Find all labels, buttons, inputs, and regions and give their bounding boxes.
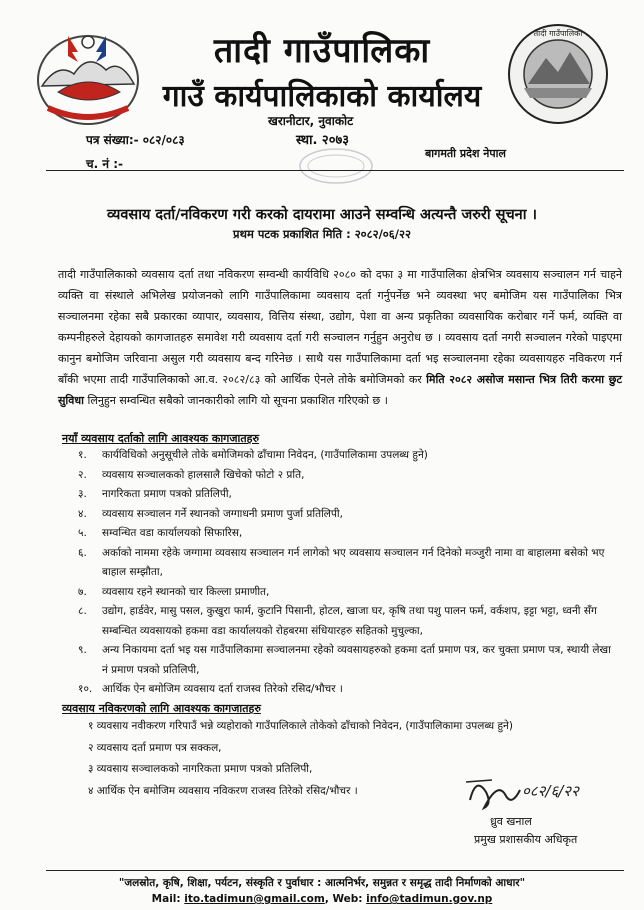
published-date: प्रथम पटक प्रकाशित मिति : २०८२/०६/२२: [233, 227, 411, 241]
header-divider: [46, 170, 624, 171]
new-registration-title: नयाँ व्यवसाय दर्ताको लागि आवश्यक कागजातहरु: [62, 432, 260, 445]
notice-body: [58, 264, 622, 411]
web-link[interactable]: info@tadimun.gov.np: [366, 893, 493, 905]
new-registration-list: [78, 446, 618, 700]
list-item: ९. अन्य निकायमा दर्ता भइ यस गाउँपालिकामा सञ्चालनमा रहेको व्यवसायहरुको हकमा दर्ता प्रमाण पत्र, कर चुक्ता प्रमाण पत्र, स्थायी लेखा नं प्रमाण पत्रको प्रतिलिपी,: [78, 644, 611, 676]
faint-stamp-icon: [296, 146, 376, 186]
body-text-end: लिनुहुन सम्वन्धित सबैको जानकारीको लागि यो सूचना प्रकाशित गरिएको छ ।: [84, 394, 388, 407]
list-item: ७. व्यवसाय रहने स्थानको चार किल्ला प्रमाणीत,: [78, 585, 270, 598]
established-year: स्था. २०७३: [296, 133, 349, 148]
email-link[interactable]: ito.tadimun@gmail.com: [184, 893, 325, 905]
renewal-title: व्यवसाय नविकरणको लागि आवश्यक कागजातहरु: [62, 702, 261, 715]
web-label: , Web:: [324, 893, 367, 905]
office-address: खरानीटार, नुवाकोट: [268, 114, 354, 128]
list-item: ४. व्यवसाय सञ्चालन गर्ने स्थानको जग्गाधनी प्रमाण पुर्जा प्रतिलिपी,: [78, 507, 343, 520]
list-item: ४ आर्थिक ऐन बमोजिम व्यवसाय नविकरण राजस्व तिरेको रसिद/भौचर ।: [88, 784, 358, 797]
footer-contact: [0, 893, 644, 905]
list-item: १०. आर्थिक ऐन बमोजिम व्यवसाय दर्ता राजस्व तिरेको रसिद/भौचर ।: [78, 683, 343, 695]
seal-text: तादी गाउँपालिका: [533, 29, 583, 38]
list-item: ३ व्यवसाय सञ्चालकको नागरिकता प्रमाण पत्रको प्रतिलिपी,: [88, 763, 313, 775]
signatory-name: ध्रुव खनाल: [490, 815, 532, 828]
signature-scribble-icon: [462, 770, 612, 814]
signature-date: ०८२/६/२२: [522, 782, 579, 800]
list-item: १. कार्यविधिको अनुसूचीले तोके बमोजिमको ढाँचामा निवेदन, (गाउँपालिकामा उपलब्ध हुने): [78, 449, 428, 461]
footer-divider: [46, 870, 624, 871]
footer-slogan: "जलस्रोत, कृषि, शिक्षा, पर्यटन, संस्कृति र पुर्वाधार : आत्मनिर्भर, समुन्नत र समृद्ध तादी निर्माणको आधार": [118, 877, 526, 889]
body-text-deadline: मिति २०८२ असोज मसान्त भित्र तिरी करमा छुट सुविधा: [58, 373, 623, 407]
list-item: ५. सम्वन्धित वडा कार्यालयको सिफारिस,: [78, 527, 243, 539]
notice-heading: व्यवसाय दर्ता/नविकरण गरी करको दायरामा आउने सम्वन्धि अत्यन्तै जरुरी सूचना ।: [106, 207, 538, 223]
list-item: २ व्यवसाय दर्ता प्रमाण पत्र सक्कल,: [88, 741, 222, 754]
mail-label: Mail:: [151, 893, 185, 905]
list-item: १ व्यवसाय नवीकरण गरिपाउँ भन्ने व्यहोराको गाउँपालिकाले तोकेको ढाँचाको निवेदन, (गाउँपालिकामा उपलब्ध हुने): [88, 720, 513, 732]
list-item: ३. नागरिकता प्रमाण पत्रको प्रतिलिपी,: [78, 488, 232, 500]
page-title: तादी गाउँपालिका: [213, 31, 431, 71]
body-text-start: तादी गाउँपालिकाको व्यवसाय दर्ता तथा नविकरण सम्वन्धी कार्यविधि २०८० को दफा ३ मा गाउँपालिका क्षेत्रभित्र व्यवसाय सञ्चालन गर्न चाहने व्यक्ति वा संस्थाले अभिलेख प्रयोजनको लागि गाउँपालिकामा व्यवसाय दर्ता गर्नुपर्नेछ भने व्यवस्था भए बमोजिम यस गाउँपालिका भित्र सञ्चालनमा रहेका सबै प्रकारका व्यापार, व्यवसाय, वित्तिय संस्था, उद्योग, पेशा वा अन्य प्रकृतिका व्यवसायिक करोबार गर्ने फर्म, व्यक्ति वा कम्पनीहरुले देहायको कागजातहरु समावेश गरी व्यवसाय दर्ता गरी सञ्चालन गर्नुहुन अनुरोध छ । व्यवसाय दर्ता नगरी सञ्चालन गरेको पाइएमा कानुन बमोजिम जरिवाना असुल गरी व्यवसाय बन्द गरिनेछ । साथै यस गाउँपालिकामा दर्ता भइ सञ्चालनमा रहेका व्यवसायहरु नविकरण गर्न बाँकी भएमा तादी गाउँपालिकाको आ.व. २०८२/८३ को आर्थिक ऐनले तोके बमोजिमको कर: [58, 268, 622, 386]
dispatch-number: च. नं :-: [86, 157, 123, 171]
province-name: बागमती प्रदेश नेपाल: [425, 147, 506, 160]
list-item: ६. अर्काको नाममा रहेके जग्गामा व्यवसाय सञ्चालन गर्न लागेको भए व्यवसाय सञ्चालन गर्न दिनेको मञ्जुरी नामा वा बाहालमा बसेको भए बाहाल सम्झौता,: [78, 546, 605, 578]
list-item: २. व्यवसाय सञ्चालकको हालसालै खिचेको फोटो २ प्रति,: [78, 468, 305, 481]
list-item: ८. उद्योग, हार्डवेर, मासु पसल, कुखुरा फार्म, कुटानि पिसानी, होटल, खाजा घर, कृषि तथा पशु पालन फर्म, वर्कशप, इट्टा भट्टा, ध्वनी सँग सम्बन्धित व्यवसायको हकमा वडा कार्यालयको रोहबरमा संधियारहरु सहितको मुचुल्का,: [78, 605, 597, 637]
signatory-title: प्रमुख प्रशासकीय अधिकृत: [474, 833, 578, 846]
ref-number: पत्र संख्या:- ०८२/०८३: [86, 133, 185, 147]
office-title: गाउँ कार्यपालिकाको कार्यालय: [162, 79, 482, 114]
